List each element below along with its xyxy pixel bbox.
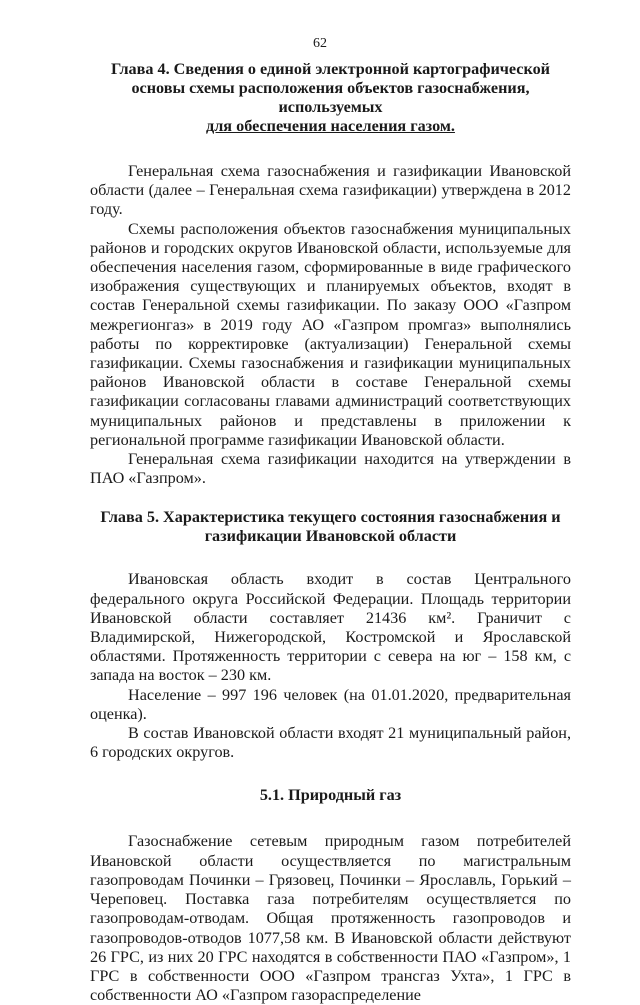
chapter-5-title-line-1: Глава 5. Характеристика текущего состояния газоснабжения и [100,508,561,527]
section-5-1-title: 5.1. Природный газ [259,786,402,805]
chapter-4-paragraph-1: Генеральная схема газоснабжения и газификации Ивановской области (далее – Генеральная схема газификации) утверждена в 2012 году. [90,162,571,219]
chapter-5-paragraph-1: Ивановская область входит в состав Центрального федерального округа Российской Федерации. Площадь территории Ивановской области составляет 21436 км². Граничит с Владимирской, Нижегородской, Костромской и Ярославской областями. Протяженность территории с севера на юг – 158 км, с запада на восток – 230 км. [90,570,571,685]
chapter-4-paragraph-3: Генеральная схема газификации находится на утверждении в ПАО «Газпром». [90,450,571,488]
section-5-1-paragraph-1: Газоснабжение сетевым природным газом потребителей Ивановской области осуществляется по магистральным газопроводам Починки – Грязовец, Починки – Ярославль, Горький – Череповец. Поставка газа потребителям осуществляется по газопроводам-отводам. Общая протяженность газопроводов и газопроводов-отводов 1077,58 км. В Ивановской области действуют 26 ГРС, из них 20 ГРС находятся в собственности ПАО «Газпром», 1 ГРС в собственности ООО «Газпром трансгаз Ухта», 1 ГРС в собственности АО «Газпром газораспределение [90,832,571,1005]
chapter-4-title-line-3: для обеспечения населения газом. [206,117,455,135]
chapter-4-paragraph-2: Схемы расположения объектов газоснабжения муниципальных районов и городских округов Ивановской области, используемые для обеспечения населения газом, сформированные в виде графического изображения существующих и планируемых объектов, входят в состав Генеральной схемы газификации. По заказу ООО «Газпром межрегионгаз» в 2019 году АО «Газпром промгаз» выполнялись работы по корректировке (актуализации) Генеральной схемы газификации. Схемы газоснабжения и газификации муниципальных районов Ивановской области в составе Генеральной схемы газификации согласованы главами администраций соответствующих муниципальных районов и представлены в приложении к региональной программе газификации Ивановской области. [90,219,571,449]
chapter-5-paragraph-2: Население – 997 196 человек (на 01.01.2020, предварительная оценка). [90,685,571,723]
chapter-5-paragraph-3: В состав Ивановской области входят 21 муниципальный район, 6 городских округов. [90,724,571,762]
page-number: 62 [313,36,327,51]
chapter-5-title [90,508,571,546]
page-content [90,60,571,1005]
chapter-5-title-line-2: газификации Ивановской области [204,527,457,546]
chapter-4-title [90,60,571,136]
chapter-4-title-line-1: Глава 4. Сведения о единой электронной картографической [110,60,551,78]
chapter-4-title-line-2: основы схемы расположения объектов газоснабжения, используемых [131,79,530,116]
